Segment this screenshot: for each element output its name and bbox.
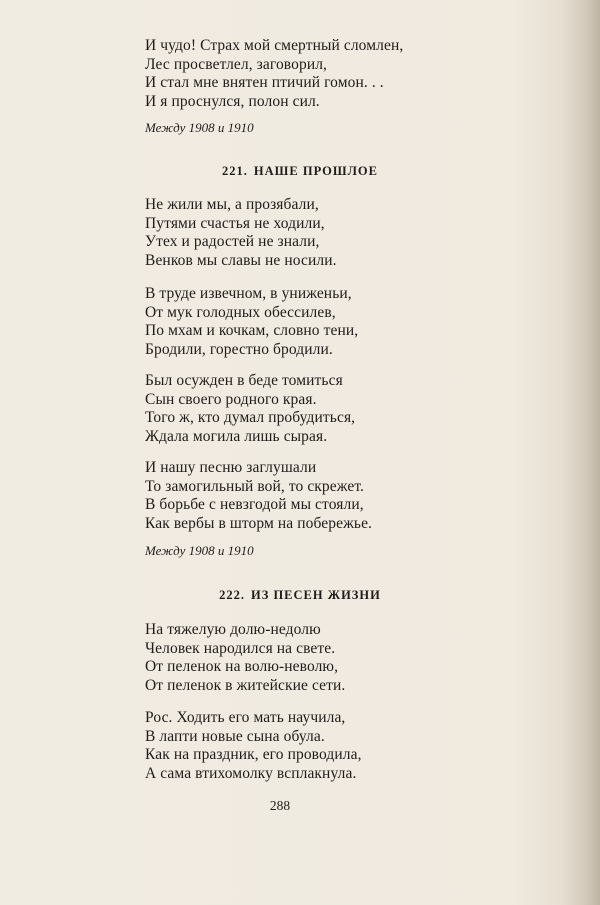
- poem-line: От пеленок в житейские сети.: [145, 676, 346, 694]
- poem-line: Не жили мы, а прозябали,: [145, 196, 319, 213]
- poem-line: Ждала могила лишь сырая.: [145, 427, 328, 445]
- poem-221-title: НАШЕ ПРОШЛОЕ: [253, 164, 378, 178]
- poem-line: В труде извечном, в униженьи,: [145, 285, 352, 302]
- poem-221-stanza-1: [145, 196, 337, 270]
- poem-end-stanza: [145, 37, 403, 111]
- poem-221-stanza-2: [145, 285, 358, 359]
- poem-line: Путями счастья не ходили,: [145, 214, 325, 232]
- poem-line: Того ж, кто думал пробудиться,: [145, 409, 356, 426]
- poem-line: Как на праздник, его проводила,: [145, 746, 362, 763]
- poem-line: Как вербы в шторм на побережье.: [145, 514, 373, 532]
- poem-line: Сын своего родного края.: [145, 390, 317, 408]
- poem-line: На тяжелую долю-недолю: [145, 621, 321, 638]
- poem-line: Венков мы славы не носили.: [145, 251, 337, 269]
- poem-line: В лапти новые сына обула.: [145, 727, 325, 745]
- poem-line: То замогильный вой, то скрежет.: [145, 477, 365, 495]
- poem-line: Утех и радостей не знали,: [145, 233, 320, 250]
- poem-222-title: ИЗ ПЕСЕН ЖИЗНИ: [251, 588, 381, 602]
- poem-line: По мхам и кочкам, словно тени,: [145, 322, 359, 339]
- poem-222-heading: [0, 587, 600, 603]
- poem-222-stanza-1: [145, 621, 345, 695]
- poem-line: От пеленок на волю-неволю,: [145, 658, 339, 675]
- poem-line: Бродили, горестно бродили.: [145, 340, 333, 358]
- poem-line: И стал мне внятен птичий гомон. . .: [145, 74, 384, 91]
- poem-line: Человек народился на свете.: [145, 639, 336, 657]
- poem-221-heading: [0, 163, 600, 179]
- poem-end-date: Между 1908 и 1910: [145, 120, 254, 135]
- poem-line: В борьбе с невзгодой мы стояли,: [145, 496, 364, 513]
- poem-221-stanza-3: [145, 372, 355, 446]
- poem-line: И я проснулся, полон сил.: [145, 92, 320, 110]
- poem-line: И нашу песню заглушали: [145, 459, 317, 476]
- poem-line: Был осужден в беде томиться: [145, 372, 343, 389]
- poem-222-number: 222.: [219, 588, 245, 602]
- poem-221-stanza-4: [145, 459, 372, 533]
- poem-line: Рос. Ходить его мать научила,: [145, 709, 346, 726]
- poem-line: Лес просветлел, заговорил,: [145, 55, 328, 73]
- poem-222-stanza-2: [145, 709, 362, 783]
- poem-line: И чудо! Страх мой смертный сломлен,: [145, 37, 404, 54]
- poem-221-number: 221.: [222, 164, 248, 178]
- page-gutter-shadow: [560, 0, 600, 905]
- page-number: 288: [269, 798, 291, 813]
- poem-line: А сама втихомолку всплакнула.: [145, 764, 357, 782]
- poem-line: От мук голодных обессилев,: [145, 303, 336, 321]
- poem-221-date: Между 1908 и 1910: [145, 543, 254, 558]
